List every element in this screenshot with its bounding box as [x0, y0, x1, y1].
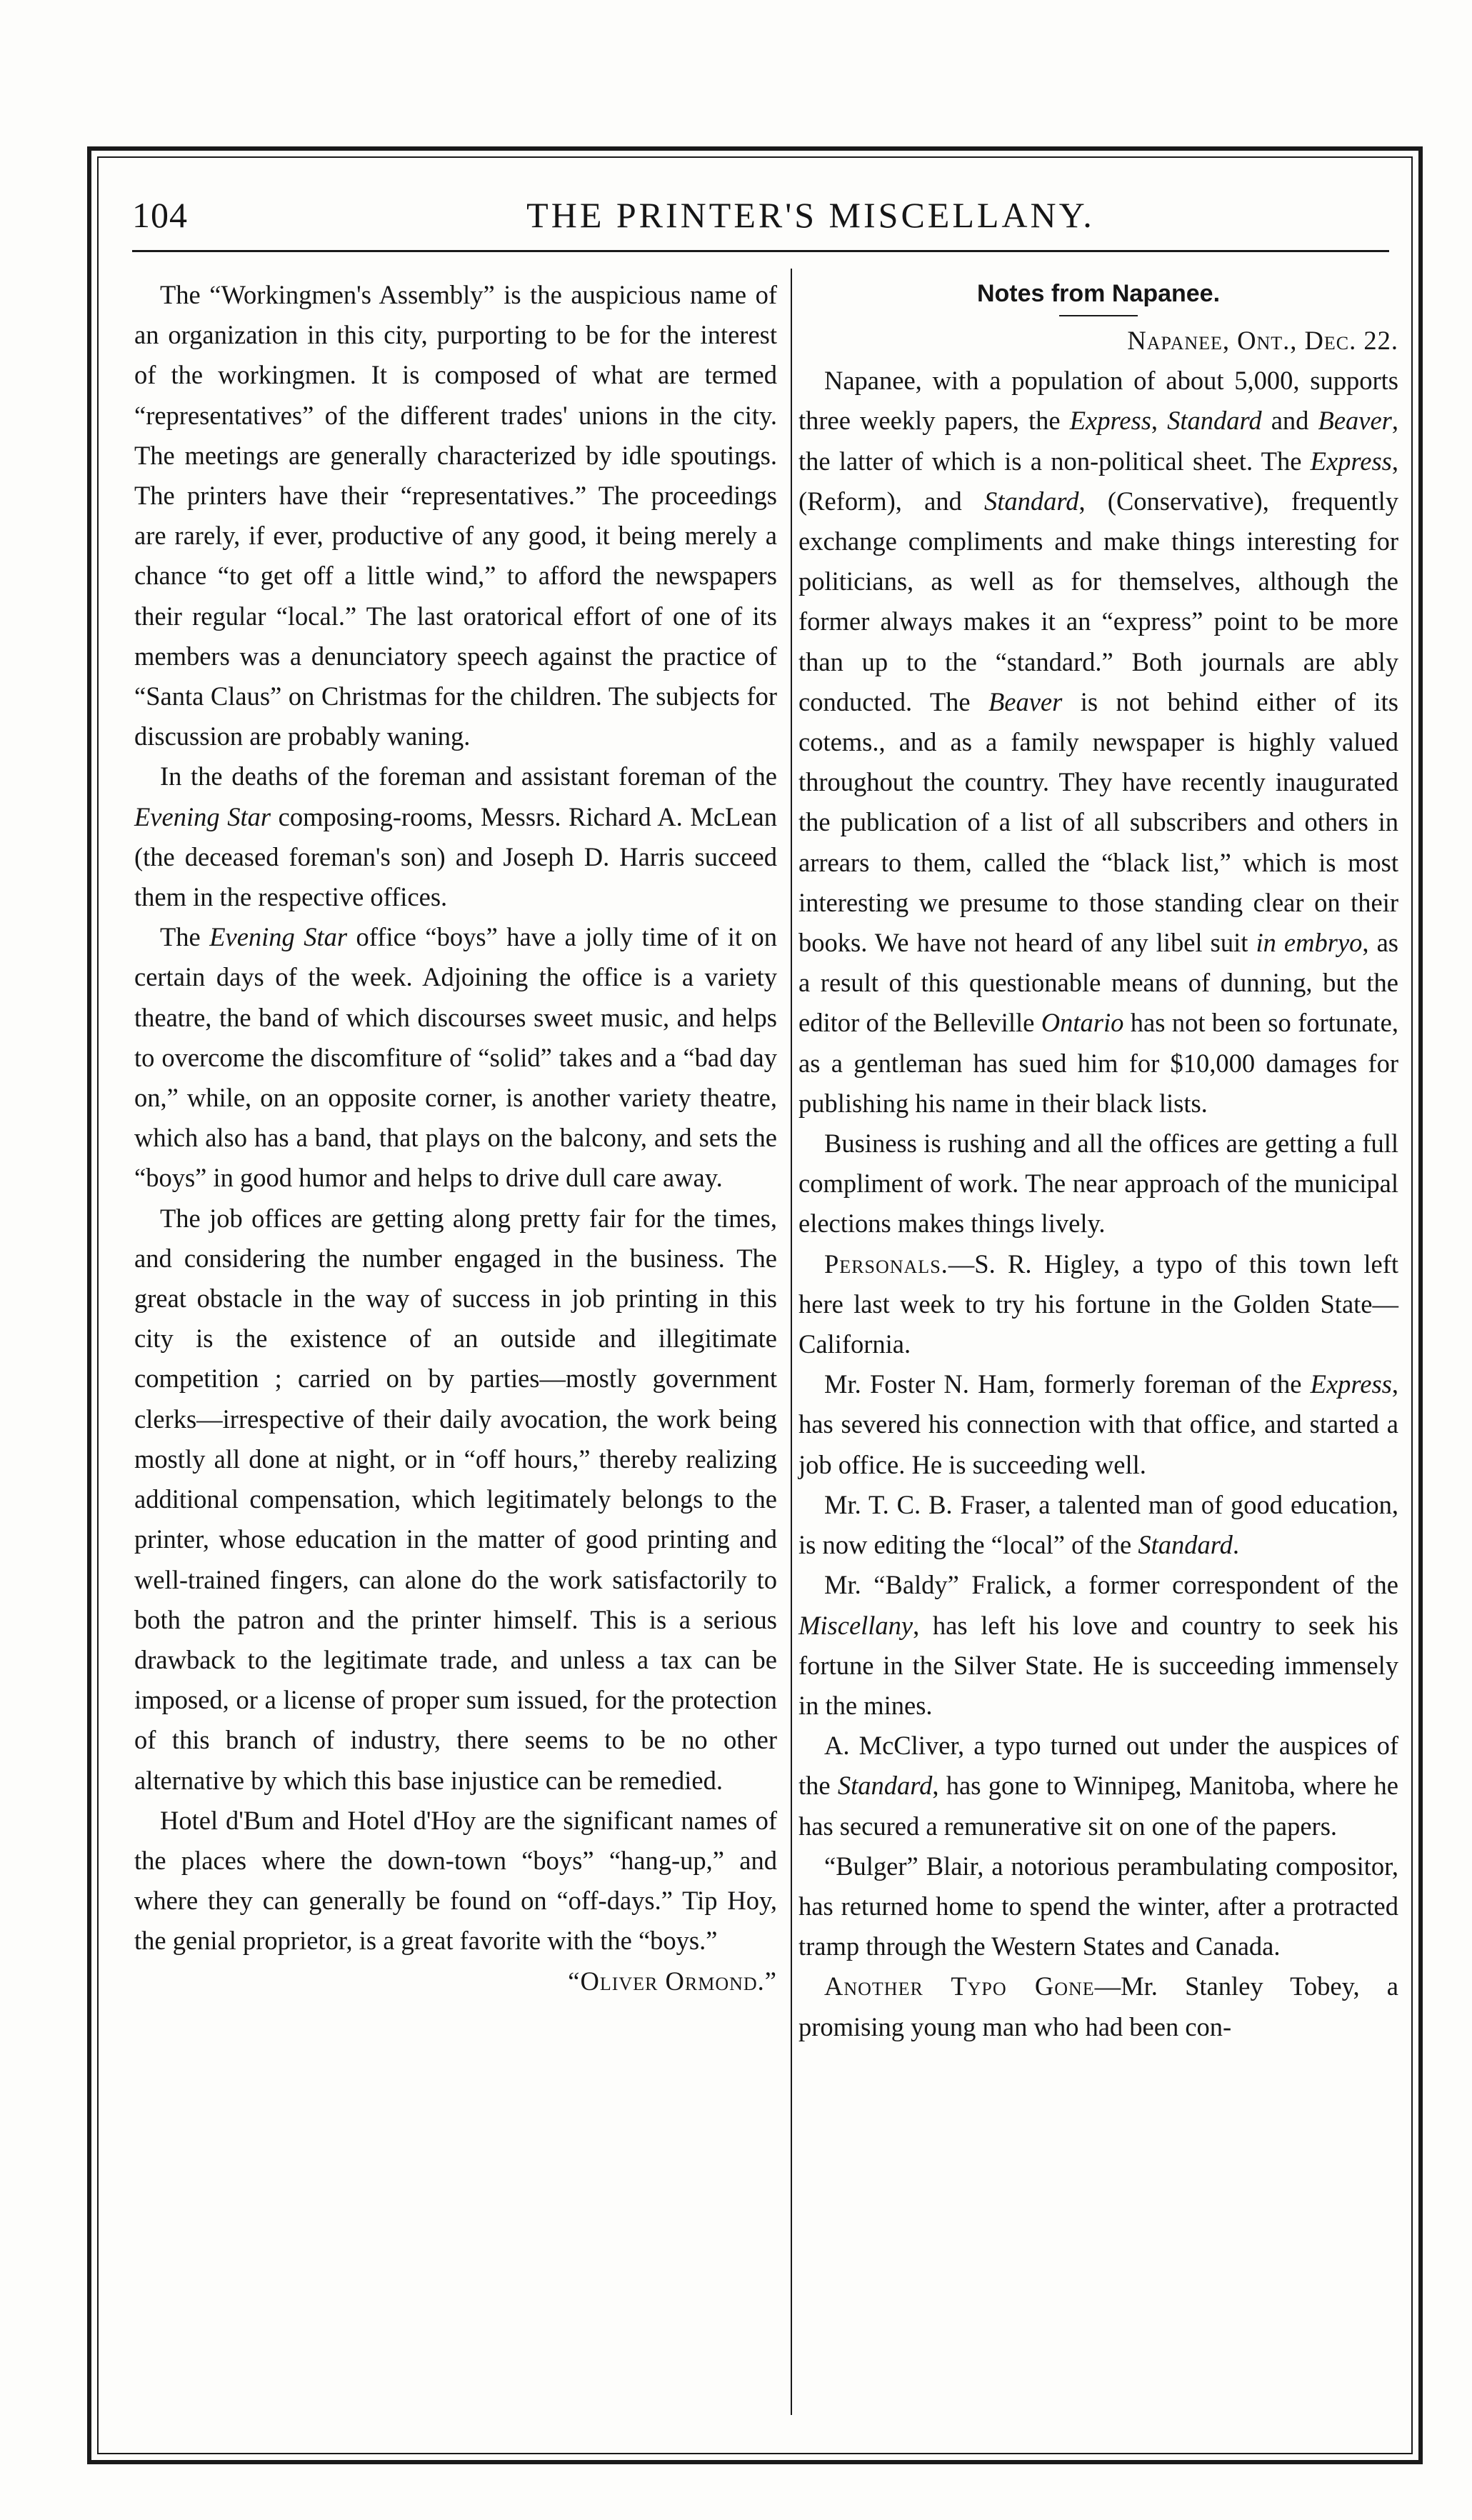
column-divider	[791, 269, 792, 2415]
header-rule	[132, 250, 1389, 252]
author-signature: “Oliver Ormond.”	[568, 1966, 777, 1996]
paragraph-fralick: Mr. “Baldy” Fralick, a former correspondent of the Miscellany, has left his love and country to seek his fortune in the Silver State. He is succeeding immensely in the mines.	[798, 1570, 1398, 1720]
newspaper-name: Evening Star	[134, 801, 271, 831]
paragraph-napanee-papers: Napanee, with a population of about 5,000, supports three weekly papers, the Express, Standard and Beaver, the latter of which is a non-political sheet. The Express, (Reform), and Standard, (Conservative), frequently exchange compliments and make things interesting for politicians, as well as for themselves, although the former always makes it an “express” point to be more than up to the “standard.” Both journals are ably conducted. The Beaver is not behind either of its cotems., and as a family newspaper is highly valued throughout the country. They have recently inaugurated the publication of a list of all subscribers and others in arrears to them, called the “black list,” which is most interesting we presume to those standing clear on their books. We have not heard of any libel suit in embryo, as a result of this questionable means of dunning, but the editor of the Belleville Ontario has not been so fortunate, as a gentleman has sued him for $10,000 damages for publishing his name in their black lists.	[798, 366, 1399, 1118]
paragraph-fraser: Mr. T. C. B. Fraser, a talented man of good education, is now editing the “local” of the Standard.	[798, 1489, 1398, 1560]
paragraph-office-boys: The Evening Star office “boys” have a jolly time of it on certain days of the week. Adjoining the office is a variety theatre, the band of which discourses sweet music, and helps to overcome the discomfiture of “solid” takes and a “bad day on,” while, on an opposite corner, is another variety theatre, which also has a band, that plays on the balcony, and sets the “boys” in good humor and helps to drive dull care away.	[134, 922, 778, 1193]
paragraph-workingmens-assembly: The “Workingmen's Assembly” is the auspicious name of an organization in this city, purporting to be for the interest of the workingmen. It is composed of what are termed “representatives” of the different trades' unions in the city. The meetings are generally characterized by idle spoutings. The printers have their “representatives.” The proceedings are rarely, if ever, productive of any good, it being merely a chance “to get off a little wind,” to afford the newspapers their regular “local.” The last oratorical effort of one of its members was a denunciatory speech against the practice of “Santa Claus” on Christmas for the children. The subjects for discussion are probably waning.	[134, 280, 777, 751]
title-rule	[1059, 315, 1138, 316]
paragraph-blair: “Bulger” Blair, a notorious perambulating compositor, has returned home to spend the winter, after a protracted tramp through the Western States and Canada.	[798, 1851, 1398, 1961]
paragraph-mccliver: A. McCliver, a typo turned out under the auspices of the Standard, has gone to Winnipeg, Manitoba, where he has secured a remunerative sit on one of the papers.	[798, 1731, 1399, 1841]
right-column	[798, 275, 1398, 2047]
left-column	[134, 275, 777, 2001]
paragraph-foreman-deaths: In the deaths of the foreman and assistant foreman of the Evening Star composing-rooms, Messrs. Richard A. McLean (the deceased foreman's son) and Joseph D. Harris succeed them in the respective offices.	[134, 761, 777, 912]
newspaper-name: Evening Star	[209, 922, 348, 952]
section-label: Personals.	[824, 1249, 948, 1279]
paragraph-personals: Personals.—S. R. Higley, a typo of this town left here last week to try his fortune in the Golden State—California.	[798, 1249, 1398, 1359]
section-label: Another Typo Gone	[824, 1971, 1095, 2001]
paragraph-business: Business is rushing and all the offices are getting a full compliment of work. The near approach of the municipal elections makes things lively.	[798, 1129, 1398, 1239]
running-title: THE PRINTER'S MISCELLANY.	[526, 195, 1095, 235]
paragraph-job-offices: The job offices are getting along pretty fair for the times, and considering the number engaged in the business. The great obstacle in the way of success in job printing in this city is the existence of an outside and illegitimate competition ; carried on by parties—mostly government clerks—irrespective of their daily avocation, the work being mostly all done at night, or in “off hours,” thereby realizing additional compensation, which legitimately belongs to the printer, whose education in the matter of good printing and well-trained fingers, can alone do the work satisfactorily to both the patron and the printer himself. This is a serious drawback to the legitimate trade, and unless a tax can be imposed, or a license of proper sum issued, for the protection of this branch of industry, there seems to be no other alternative by which this base injustice can be remedied.	[134, 1203, 777, 1795]
paragraph-foster-ham: Mr. Foster N. Ham, formerly foreman of the Express, has severed his connection with that office, and started a job office. He is succeeding well.	[798, 1369, 1398, 1479]
page-header	[132, 194, 1389, 251]
dateline: Napanee, Ont., Dec. 22.	[1127, 326, 1398, 355]
page-number: 104	[132, 195, 188, 235]
paragraph-hotels: Hotel d'Bum and Hotel d'Hoy are the significant names of the places where the down-town “boys” “hang-up,” and where they can generally be found on “off-days.” Tip Hoy, the genial proprietor, is a great favorite with the “boys.” “Oliver Ormond.”	[134, 1801, 777, 2001]
article-title: Notes from Napanee.	[976, 280, 1221, 307]
paragraph-another-typo: Another Typo Gone—Mr. Stanley Tobey, a promising young man who had been con-	[798, 1971, 1398, 2041]
